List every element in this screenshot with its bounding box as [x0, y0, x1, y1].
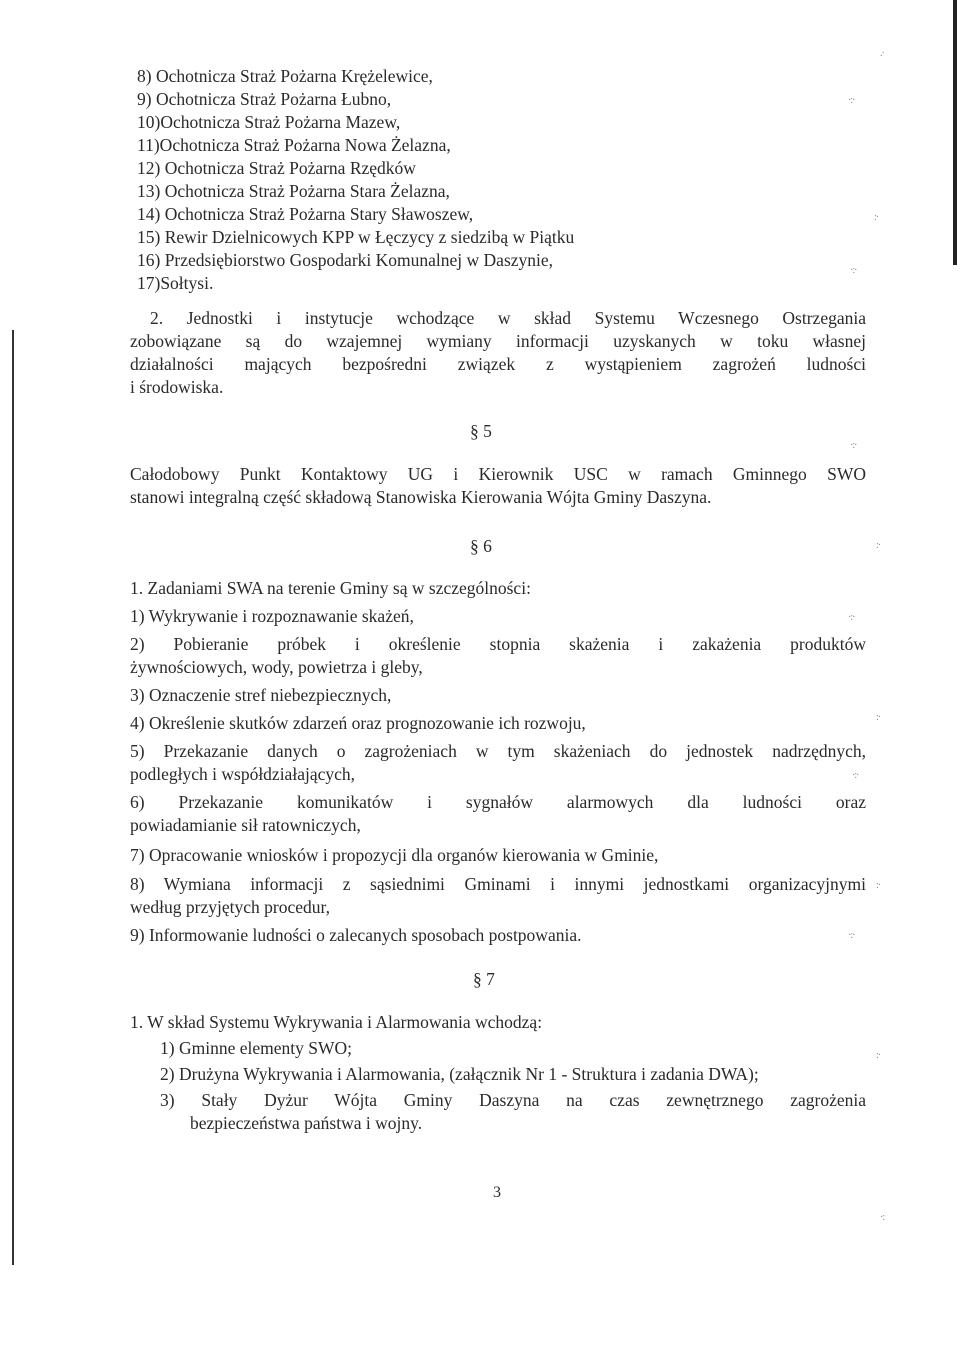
list-item: 1) Gminne elementy SWO;: [160, 1038, 352, 1058]
list-item-continuation: podległych i współdziałających,: [130, 764, 355, 784]
paragraph-line: stanowi integralną część składową Stanowiska Kierowania Wójta Gminy Daszyna.: [130, 487, 712, 507]
list-item: 14) Ochotnicza Straż Pożarna Stary Sławoszew,: [137, 204, 474, 224]
paragraph-line: zobowiązane są do wzajemnej wymiany informacji uzyskanych w toku własnej: [130, 331, 866, 351]
scan-border-left: [12, 330, 14, 1265]
scan-mark: ·:·: [850, 440, 857, 451]
scan-mark: ·:·: [848, 612, 855, 623]
scan-border-right: [953, 0, 957, 265]
list-item: 4) Określenie skutków zdarzeń oraz prognozowanie ich rozwoju,: [130, 713, 586, 733]
scan-mark: ·:·: [852, 770, 859, 781]
list-item: 6) Przekazanie komunikatów i sygnałów alarmowych dla ludności oraz: [130, 792, 866, 812]
paragraph-line: Całodobowy Punkt Kontaktowy UG i Kierownik USC w ramach Gminnego SWO: [130, 464, 866, 484]
list-item: 8) Wymiana informacji z sąsiednimi Gminami i innymi jednostkami organizacyjnymi: [130, 874, 866, 894]
section-heading-7: § 7: [473, 969, 495, 989]
list-item: 16) Przedsiębiorstwo Gospodarki Komunalnej w Daszynie,: [137, 250, 554, 270]
scan-mark: :·: [876, 1050, 881, 1061]
list-item: 2) Drużyna Wykrywania i Alarmowania, (załącznik Nr 1 - Struktura i zadania DWA);: [160, 1064, 759, 1084]
section-heading-5: § 5: [470, 421, 492, 441]
list-item: 5) Przekazanie danych o zagrożeniach w tym skażeniach do jednostek nadrzędnych,: [130, 741, 866, 761]
page-number: 3: [493, 1184, 501, 1201]
list-item: 13) Ochotnicza Straż Pożarna Stara Żelazna,: [137, 181, 450, 201]
section-intro: 1. Zadaniami SWA na terenie Gminy są w szczególności:: [130, 578, 531, 598]
scan-mark: :·: [876, 540, 881, 551]
scan-mark: .·: [880, 48, 884, 59]
list-item: 10)Ochotnicza Straż Pożarna Mazew,: [137, 112, 401, 132]
list-item: 3) Stały Dyżur Wójta Gminy Daszyna na czas zewnętrznego zagrożenia: [160, 1090, 866, 1110]
list-item-continuation: według przyjętych procedur,: [130, 897, 330, 917]
list-item: 12) Ochotnicza Straż Pożarna Rzędków: [137, 158, 416, 178]
scan-mark: ·:·: [848, 930, 855, 941]
list-item: 15) Rewir Dzielnicowych KPP w Łęczycy z siedzibą w Piątku: [137, 227, 575, 247]
list-item: 9) Ochotnicza Straż Pożarna Łubno,: [137, 89, 392, 109]
scan-mark: ·:·: [850, 265, 857, 276]
scan-mark: ·:·: [848, 95, 855, 106]
paragraph-line: 2. Jednostki i instytucje wchodzące w skład Systemu Wczesnego Ostrzegania: [150, 308, 866, 328]
scan-mark: :·: [876, 880, 881, 891]
list-item-continuation: bezpieczeństwa państwa i wojny.: [190, 1113, 423, 1133]
list-item: 9) Informowanie ludności o zalecanych sposobach postpowania.: [130, 925, 582, 945]
list-item-continuation: żywnościowych, wody, powietrza i gleby,: [130, 657, 423, 677]
list-item: 1) Wykrywanie i rozpoznawanie skażeń,: [130, 606, 414, 626]
list-item: 11)Ochotnicza Straż Pożarna Nowa Żelazna,: [137, 135, 451, 155]
paragraph-line: działalności mających bezpośredni związek z wystąpieniem zagrożeń ludności: [130, 354, 866, 374]
list-item: 8) Ochotnicza Straż Pożarna Krężelewice,: [137, 66, 433, 86]
scan-mark: :·: [874, 212, 879, 223]
scan-mark: ·:: [880, 1212, 885, 1223]
section-heading-6: § 6: [470, 536, 492, 556]
paragraph-line: i środowiska.: [130, 377, 224, 397]
list-item: 3) Oznaczenie stref niebezpiecznych,: [130, 685, 392, 705]
section-intro: 1. W skład Systemu Wykrywania i Alarmowania wchodzą:: [130, 1012, 543, 1032]
scan-mark: :·: [876, 712, 881, 723]
list-item-continuation: powiadamianie sił ratowniczych,: [130, 815, 361, 835]
list-item: 2) Pobieranie próbek i określenie stopnia skażenia i zakażenia produktów: [130, 634, 866, 654]
list-item: 7) Opracowanie wniosków i propozycji dla organów kierowania w Gminie,: [130, 845, 659, 865]
list-item: 17)Sołtysi.: [137, 273, 214, 293]
